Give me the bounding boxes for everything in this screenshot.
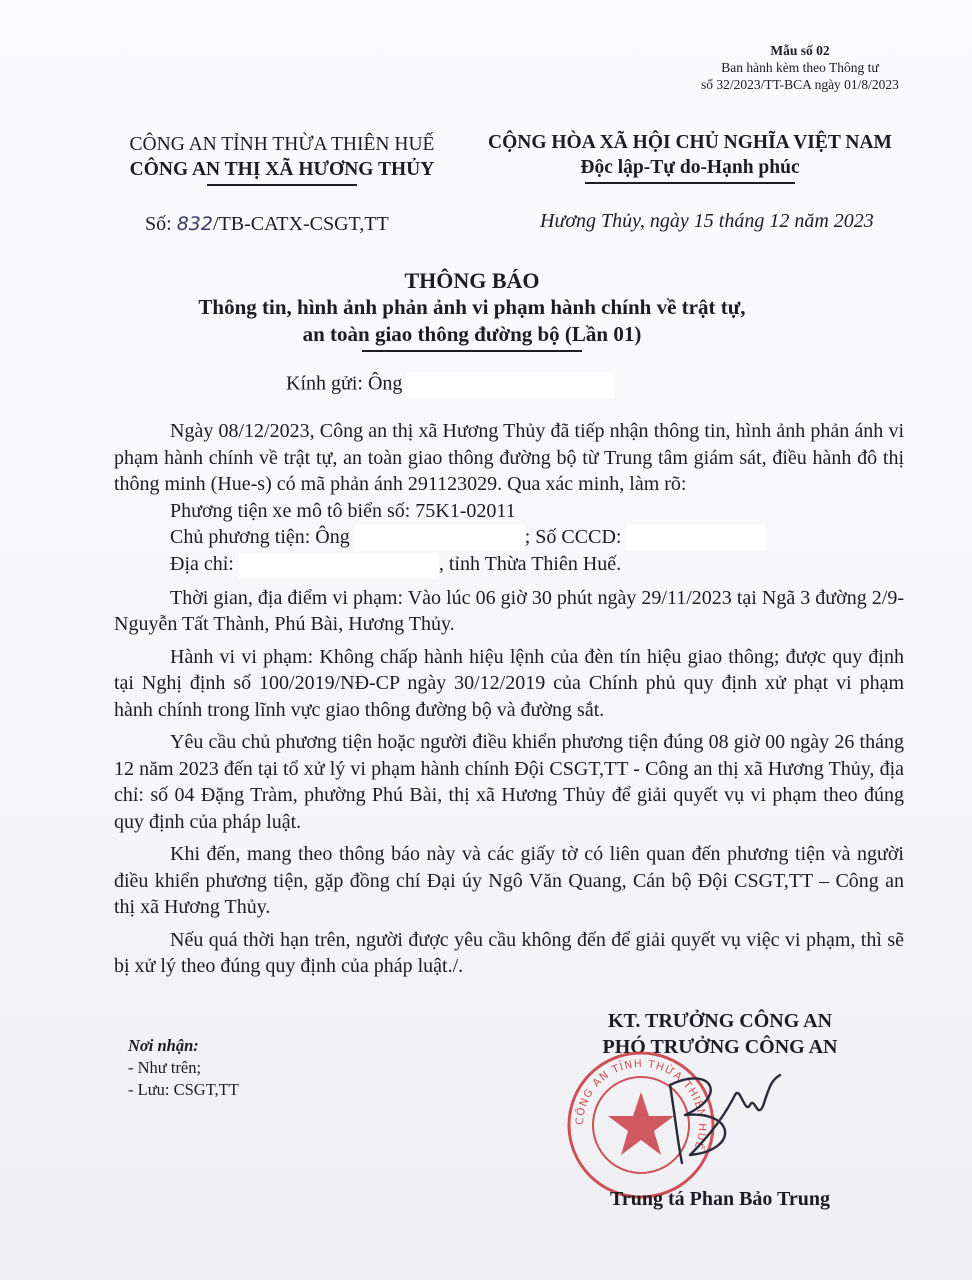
owner-label: Chủ phương tiện: Ông: [170, 526, 350, 548]
title-main: THÔNG BÁO: [404, 268, 540, 293]
seal-text: CÔNG AN TỈNH THỪA THIÊN HUẾ: [573, 1057, 709, 1152]
form-issued-line-2: số 32/2023/TT-BCA ngày 01/8/2023: [701, 77, 899, 92]
redacted-name: [407, 372, 615, 398]
document-body: [114, 418, 904, 980]
title-underline: [362, 350, 582, 352]
title-sub-2: an toàn giao thông đường bộ (Lần 01): [302, 322, 642, 346]
agency-parent: CÔNG AN TỈNH THỪA THIÊN HUẾ: [129, 134, 435, 155]
recipient-line: [286, 372, 615, 398]
signer-name: Trung tá Phan Bảo Trung: [609, 1188, 831, 1210]
motto-underline: [585, 182, 795, 184]
document-number: [145, 213, 389, 236]
paragraph-bring: Khi đến, mang theo thông báo này và các giấy tờ có liên quan đến phương tiện và người điều khiển phương tiện, gặp đồng chí Đại úy Ngô Văn Quang, Cán bộ Đội CSGT,TT – Công an thị xã Hương Thủy.: [114, 843, 904, 919]
form-number-block: [660, 42, 940, 93]
national-motto: Độc lập-Tự do-Hạnh phúc: [580, 157, 800, 178]
place-date: Hương Thủy, ngày 15 tháng 12 năm 2023: [540, 210, 874, 232]
doc-no-label: Số:: [145, 213, 172, 235]
agency-name: CÔNG AN THỊ XÃ HƯƠNG THỦY: [129, 159, 435, 180]
paragraph-time-place: Thời gian, địa điểm vi phạm: Vào lúc 06 giờ 30 phút ngày 29/11/2023 tại Ngã 3 đường 2/9- Nguyễn Tất Thành, Phú Bài, Hương Thủy.: [114, 586, 904, 636]
address-suffix: , tỉnh Thừa Thiên Huế.: [438, 553, 622, 576]
owner-line: [114, 524, 904, 551]
paragraph-behavior: Hành vi vi phạm: Không chấp hành hiệu lệnh của đèn tín hiệu giao thông; được quy định tại Nghị định số 100/2019/NĐ-CP ngày 30/12/2019 của Chính phủ quy định xử phạt vi phạm hành chính trong lĩnh vực giao thông đường bộ và đường sắt.: [114, 645, 904, 721]
redacted-owner: [355, 525, 525, 551]
issuing-agency: [92, 132, 472, 186]
vehicle-plate: Phương tiện xe mô tô biển số: 75K1-02011: [170, 499, 516, 522]
form-issued-line-1: Ban hành kèm theo Thông tư: [721, 60, 879, 75]
paragraph-request: Yêu cầu chủ phương tiện hoặc người điều khiển phương tiện đúng 08 giờ 00 ngày 26 tháng 12 năm 2023 đến tại tổ xử lý vi phạm hành chính Đội CSGT,TT - Công an thị xã Hương Thủy, địa chỉ: số 04 Đặng Tràm, phường Phú Bài, thị xã Hương Thủy để giải quyết vụ vi phạm theo đúng quy định của pháp luật.: [114, 731, 904, 833]
doc-no-handwritten: 832: [176, 213, 213, 235]
cccd-label: ; Số CCCD:: [524, 526, 622, 548]
redacted-address: [239, 553, 439, 579]
receiver-item-2: - Lưu: CSGT,TT: [128, 1080, 239, 1099]
receivers-heading: Nơi nhận:: [128, 1036, 199, 1055]
form-number: Mẫu số 02: [770, 43, 830, 58]
receiver-item-1: - Như trên;: [128, 1058, 202, 1077]
paragraph-intro: Ngày 08/12/2023, Công an thị xã Hương Thủy đã tiếp nhận thông tin, hình ảnh phản ánh vi phạm hành chính về trật tự, an toàn giao thông đường bộ từ Trung tâm giám sát, điều hành đô thị thông minh (Hue-s) có mã phản ánh 291123029. Qua xác minh, làm rõ:: [114, 420, 904, 495]
address-line: [114, 551, 904, 578]
handwritten-signature: [640, 1055, 790, 1175]
doc-no-suffix: /TB-CATX-CSGT,TT: [212, 213, 389, 235]
redacted-cccd: [626, 525, 766, 551]
agency-underline: [207, 184, 357, 186]
paragraph-overdue: Nếu quá thời hạn trên, người được yêu cầu không đến để giải quyết vụ việc vi phạm, thì sẽ bị xử lý theo đúng quy định của pháp luật./.: [114, 928, 904, 978]
title-sub-1: Thông tin, hình ảnh phản ảnh vi phạm hành chính về trật tự,: [198, 295, 746, 319]
sign-title-2: PHÓ TRƯỞNG CÔNG AN: [602, 1036, 838, 1058]
receivers-block: [128, 1035, 239, 1101]
country-name: CỘNG HÒA XÃ HỘI CHỦ NGHĨA VIỆT NAM: [488, 132, 892, 153]
national-header: [470, 130, 910, 184]
recipient-label: Kính gửi: Ông: [286, 372, 403, 395]
sign-title-1: KT. TRƯỞNG CÔNG AN: [607, 1010, 833, 1032]
address-label: Địa chỉ:: [170, 553, 234, 576]
document-title: [172, 267, 772, 352]
